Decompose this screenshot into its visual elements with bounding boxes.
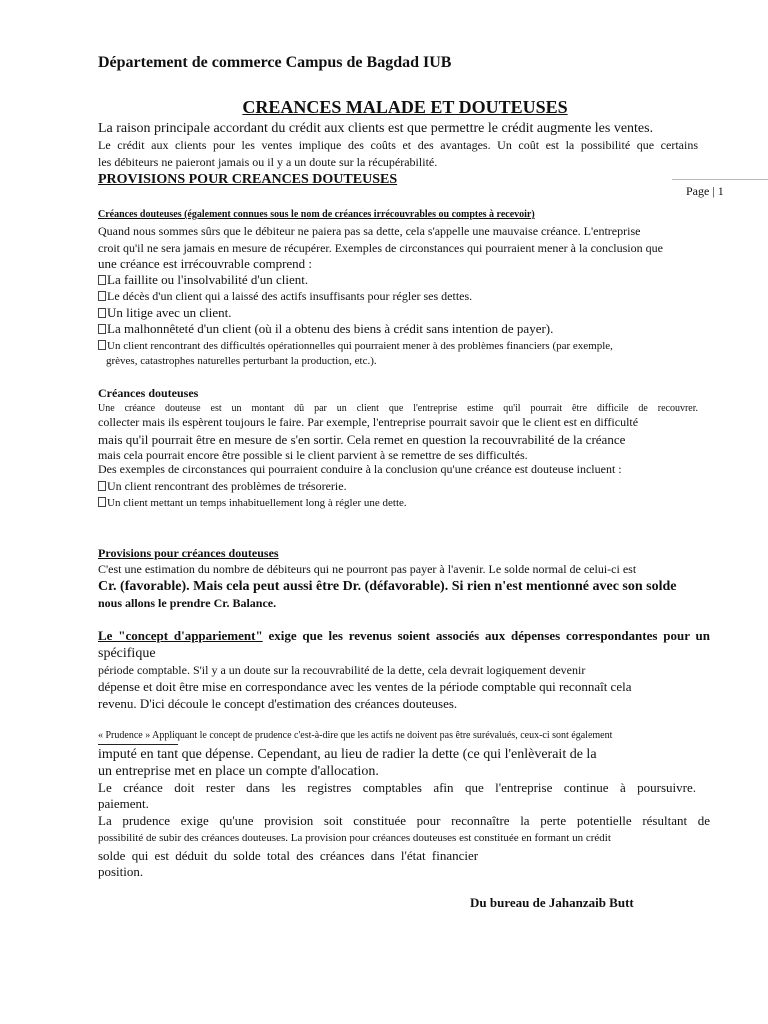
intro-line-3: les débiteurs ne paieront jamais ou il y a un doute sur la récupérabilité. [98,155,438,169]
divider-rule [98,744,178,745]
list-item-text: Un litige avec un client. [107,305,232,320]
s5-line-3: un entreprise met en place un compte d'allocation. [98,764,379,779]
s5-line-5: paiement. [98,796,149,811]
list-item [98,340,613,353]
checkbox-bullet-icon [98,324,106,334]
s2-line-3: mais qu'il pourrait être en mesure de s'en sortir. Cela remet en question la recouvrabilité de la créance [98,432,626,447]
checkbox-bullet-icon [98,340,106,350]
s3-line-2: Cr. (favorable). Mais cela peut aussi être Dr. (défavorable). Si rien n'est mentionné avec son solde [98,579,677,594]
s5-line-1: « Prudence » Appliquant le concept de prudence c'est-à-dire que les actifs ne doivent pas être surévalués, ceux-ci sont également [98,730,613,741]
s4-line-4: dépense et doit être mise en correspondance avec les ventes de la période comptable qui reconnaît cela [98,679,632,694]
s5-line-8: solde qui est déduit du solde total des créances dans l'état financier [98,848,479,863]
s5-line-9: position. [98,864,144,879]
s4-line-1-rest: exige que les revenus soient associés aux dépenses correspondantes pour un [262,628,710,643]
intro-line-2: Le crédit aux clients pour les ventes implique des coûts et des avantages. Un coût est la possibilité que certains [98,138,698,152]
list-item-text: Un client rencontrant des difficultés opérationnelles qui pourraient mener à des problèmes financiers (par exemple, [107,340,613,352]
department-header: Département de commerce Campus de Bagdad IUB [98,54,452,71]
list-item-text: Le décès d'un client qui a laissé des actifs insuffisants pour régler ses dettes. [107,289,473,303]
checkbox-bullet-icon [98,481,106,491]
page-title: CREANCES MALADE ET DOUTEUSES [242,97,568,117]
list-item-continuation: grèves, catastrophes naturelles perturbant la production, etc.). [106,355,377,367]
section-heading-doubtful: Créances douteuses [98,386,199,400]
list-item [98,497,407,510]
checkbox-bullet-icon [98,291,106,301]
list-item [98,273,308,288]
s2-line-4: mais cela pourrait encore être possible si le client parvient à se remettre de ses difficultés. [98,448,528,462]
section-heading-allowances: Provisions pour créances douteuses [98,546,279,560]
subheading-bad-debts: Créances douteuses (également connues sous le nom de créances irrécouvrables ou comptes à recevoir) [98,209,535,220]
s5-line-2: imputé en tant que dépense. Cependant, au lieu de radier la dette (ce qui l'enlèverait de la [98,747,597,762]
s2-line-2: collecter mais ils espèrent toujours le faire. Par exemple, l'entreprise pourrait savoir que le client est en difficulté [98,415,639,429]
matching-concept-term: Le "concept d'appariement" [98,628,263,643]
list-item [98,322,553,337]
s2-line-5: Des exemples de circonstances qui pourraient conduire à la conclusion qu'une créance est douteuse incluent : [98,462,622,476]
s5-line-6: La prudence exige qu'une provision soit constituée pour reconnaître la perte potentielle résultant de [98,813,710,828]
s3-line-1: C'est une estimation du nombre de débiteurs qui ne pourront pas payer à l'avenir. Le solde normal de celui-ci est [98,562,637,576]
s3-line-3: nous allons le prendre Cr. Balance. [98,596,277,610]
s2-line-1: Une créance douteuse est un montant dû par un client que l'entreprise estime qu'il pourrait être difficile de recouvrer. [98,403,698,414]
checkbox-bullet-icon [98,275,106,285]
list-item [98,306,232,321]
list-item-text: La malhonnêteté d'un client (où il a obtenu des biens à crédit sans intention de payer). [107,321,554,336]
s4-line-2: spécifique [98,646,156,661]
list-item [98,290,472,304]
s1-line-3: une créance est irrécouvrable comprend : [98,256,313,271]
list-item-text: Un client mettant un temps inhabituellement long à régler une dette. [107,497,407,509]
checkbox-bullet-icon [98,308,106,318]
intro-line-1: La raison principale accordant du crédit aux clients est que permettre le crédit augmente les ventes. [98,121,654,136]
s4-line-1 [98,629,710,644]
s1-line-1: Quand nous sommes sûrs que le débiteur ne paiera pas sa dette, cela s'appelle une mauvaise créance. L'entreprise [98,224,641,238]
checkbox-bullet-icon [98,497,106,507]
list-item [98,480,347,494]
page-number: Page | 1 [672,179,768,199]
signature: Du bureau de Jahanzaib Butt [470,895,634,910]
list-item-text: La faillite ou l'insolvabilité d'un client. [107,272,309,287]
section-heading-provisions: PROVISIONS POUR CREANCES DOUTEUSES [98,172,398,187]
s4-line-5: revenu. D'ici découle le concept d'estimation des créances douteuses. [98,696,458,711]
s1-line-2: croit qu'il ne sera jamais en mesure de récupérer. Exemples de circonstances qui pourraient mener à la conclusion que [98,241,663,255]
s5-line-4: Le créance doit rester dans les registres comptables afin que l'entreprise continue à poursuivre. [98,780,696,795]
s4-line-3: période comptable. S'il y a un doute sur la recouvrabilité de la dette, cela devrait logiquement devenir [98,663,586,677]
s5-line-7: possibilité de subir des créances douteuses. La provision pour créances douteuses est constituée en formant un crédit [98,832,611,844]
list-item-text: Un client rencontrant des problèmes de trésorerie. [107,479,347,493]
